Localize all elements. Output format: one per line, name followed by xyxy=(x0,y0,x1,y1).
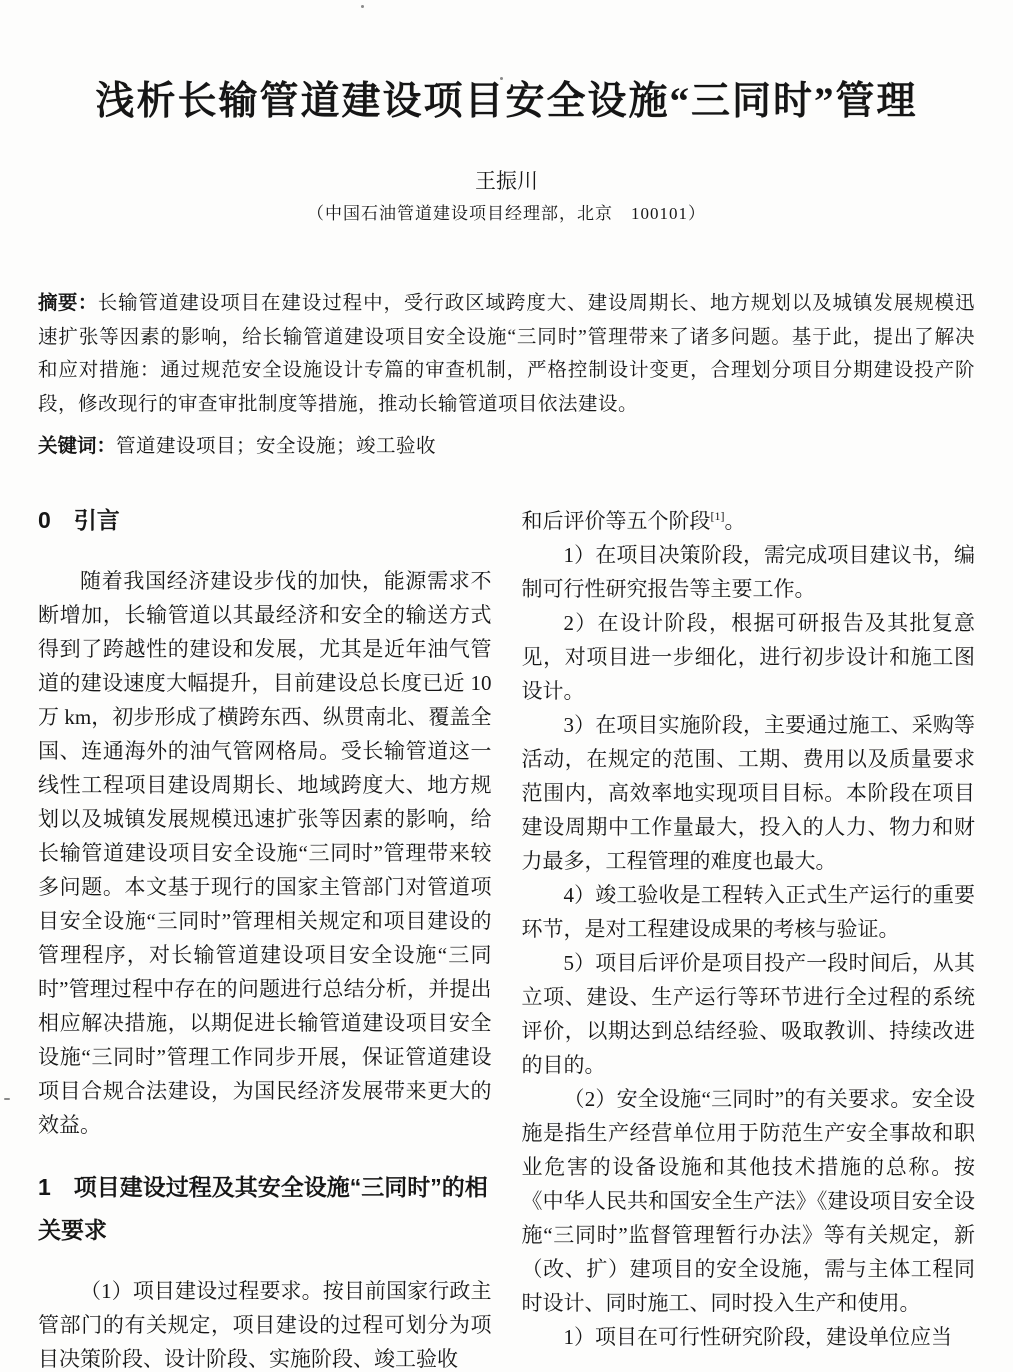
reference-marker: [1] xyxy=(710,508,725,523)
two-column-body xyxy=(38,504,975,1372)
scan-speck xyxy=(500,77,503,80)
section-1-item: 4）竣工验收是工程转入正式生产运行的重要环节，是对工程建设成果的考核与验证。 xyxy=(521,882,975,941)
continuation-end: 。 xyxy=(724,508,746,533)
scan-speck xyxy=(361,5,364,8)
affiliation: （中国石油管道建设项目经理部，北京 100101） xyxy=(307,204,706,223)
section-1-heading: 1 项目建设过程及其安全设施“三同时”的相关要求 xyxy=(38,1173,488,1243)
keywords-line xyxy=(38,430,975,464)
abstract-text: 长输管道建设项目在建设过程中，受行政区域跨度大、建设周期长、地方规划以及城镇发展规模迅速扩张等因素的影响，给长输管道建设项目安全设施“三同时”管理带来了诸多问题。基于此，提出了解决和应对措施：通过规范安全设施设计专篇的审查机制，严格控制设计变更，合理划分项目分期建设投产阶段，修改现行的审查审批制度等措施，推动长输管道项目依法建设。 xyxy=(38,293,975,415)
section-0-heading: 0 引言 xyxy=(38,506,120,533)
section-1-paragraph-1-continuation xyxy=(522,504,976,538)
section-0-paragraph: 随着我国经济建设步伐的加快，能源需求不断增加，长输管道以其最经济和安全的输送方式得到了跨越性的建设和发展，尤其是近年油气管道的建设速度大幅提升，目前建设总长度已近 10 万 km，初步形成了横跨东西、纵贯南北、覆盖全国、连通海外的油气管网格局。受长输管道这一线性工程项目建设周期长、地域跨度大、地方规划以及城镇发展规模迅速扩张等因素的影响，给长输管道建设项目安全设施“三同时”管理带来较多问题。本文基于现行的国家主管部门对管道项目安全设施“三同时”管理相关规定和项目建设的管理程序，对长输管道建设项目安全设施“三同时”管理过程中存在的问题进行总结分析，并提出相应解决措施，以期促进长输管道建设项目安全设施“三同时”管理工作同步开展，保证管道建设项目合规合法建设，为国民经济发展带来更大的效益。 xyxy=(38,568,492,1137)
continuation-text: 和后评价等五个阶段 xyxy=(521,508,711,533)
section-1-item: 5）项目后评价是项目投产一段时间后，从其立项、建设、生产运行等环节进行全过程的系统评价，以期达到总结经验、吸取教训、持续改进的目的。 xyxy=(521,950,975,1077)
section-1-paragraph-1: （1）项目建设过程要求。按目前国家行政主管部门的有关规定，项目建设的过程可划分为项目决策阶段、设计阶段、实施阶段、竣工验收 xyxy=(38,1278,492,1371)
author-name: 王振川 xyxy=(475,169,538,193)
keywords-text: 管道建设项目；安全设施；竣工验收 xyxy=(116,436,437,457)
keywords-label: 关键词： xyxy=(38,435,117,457)
paper-title: 浅析长输管道建设项目安全设施“三同时”管理 xyxy=(95,80,918,123)
section-1-item: 3）在项目实施阶段，主要通过施工、采购等活动，在规定的范围、工期、费用以及质量要求范围内，高效率地实现项目目标。本阶段在项目建设周期中工作量最大，投入的人力、物力和财力最多，工程管理的难度也最大。 xyxy=(521,712,975,873)
scan-speck xyxy=(4,1098,10,1100)
section-1-item: 2）在设计阶段，根据可研报告及其批复意见，对项目进一步细化，进行初步设计和施工图设计。 xyxy=(521,610,975,703)
section-1-paragraph-2: （2）安全设施“三同时”的有关要求。安全设施是指生产经营单位用于防范生产安全事故和职业危害的设备设施和其他技术措施的总称。按《中华人民共和国安全生产法》《建设项目安全设施“三同时”监督管理暂行办法》等有关规定，新（改、扩）建项目的安全设施，需与主体工程同时设计、同时施工、同时投入生产和使用。 xyxy=(521,1086,975,1315)
abstract xyxy=(38,287,975,421)
column-left xyxy=(38,504,492,1372)
section-1-item: 1）在项目决策阶段，需完成项目建议书，编制可行性研究报告等主要工作。 xyxy=(521,542,975,601)
column-right xyxy=(522,504,976,1372)
abstract-label: 摘要： xyxy=(38,292,98,314)
section-1-paragraph-3: 1）项目在可行性研究阶段，建设单位应当 xyxy=(563,1324,952,1349)
